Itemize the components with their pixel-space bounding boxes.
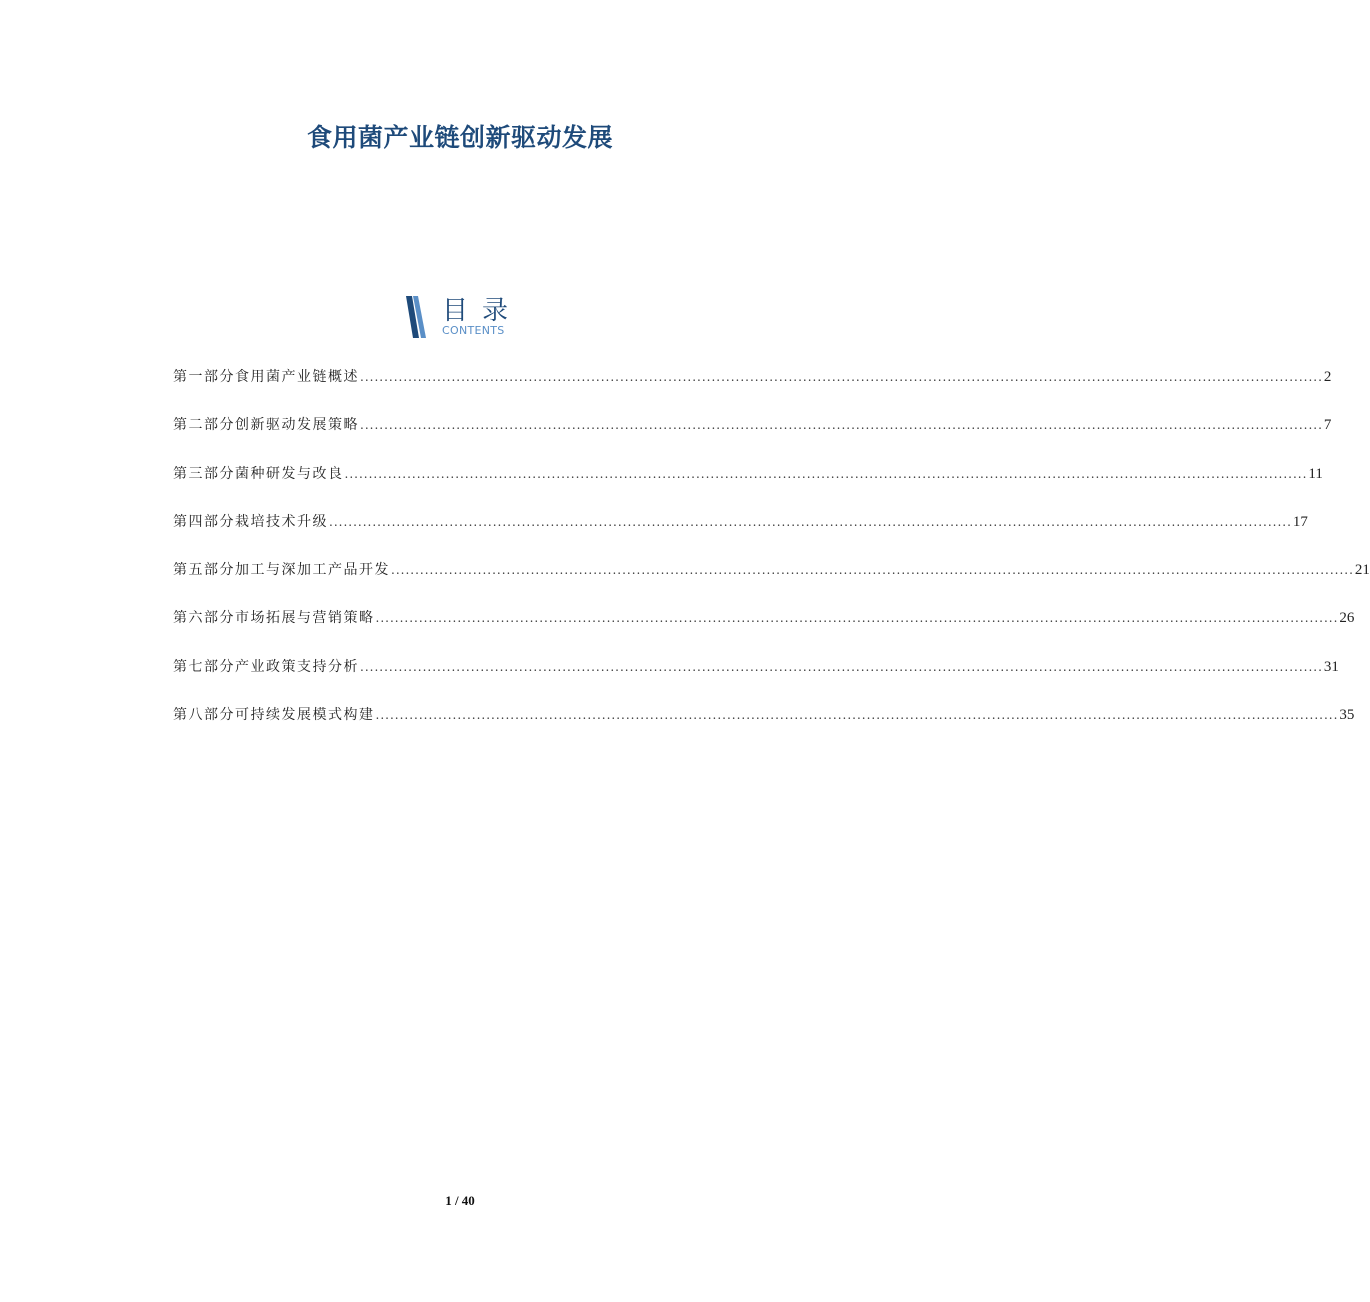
- toc-entry[interactable]: [173, 366, 1332, 414]
- toc-bars-icon: [404, 296, 434, 338]
- document-title: 食用菌产业链创新驱动发展: [306, 123, 613, 152]
- toc-entry-part: 第三部分: [173, 465, 235, 482]
- toc-entry-page: 35: [1339, 707, 1355, 724]
- toc-entry-title: 产业政策支持分析: [235, 658, 359, 675]
- toc-entry-part: 第八部分: [173, 707, 235, 724]
- toc-entry-part: 第一部分: [173, 369, 235, 385]
- toc-entry-part: 第五部分: [173, 562, 235, 579]
- toc-entry-page: 2: [1323, 369, 1332, 385]
- toc-entry-part: 第六部分: [173, 610, 235, 627]
- toc-subheading: CONTENTS: [442, 324, 505, 337]
- toc-entry-title: 栽培技术升级: [235, 513, 328, 530]
- toc-dot-leader: ........................................................................................................................................................................................................: [360, 418, 1323, 433]
- toc-entry-title: 创新驱动发展策略: [235, 417, 359, 434]
- toc-entry-page: 11: [1308, 465, 1323, 482]
- toc-entry-page: 7: [1323, 417, 1332, 434]
- toc-entry-title: 食用菌产业链概述: [235, 369, 359, 385]
- toc-entry[interactable]: [173, 559, 1370, 607]
- toc-dot-leader: ........................................................................................................................................................................................................: [360, 659, 1323, 674]
- page-number: 1 / 40: [445, 1193, 475, 1208]
- toc-dot-leader: ........................................................................................................................................................................................................: [375, 708, 1339, 723]
- toc-entry[interactable]: [173, 511, 1308, 559]
- toc-heading: 目录: [442, 296, 523, 326]
- toc-entry-title: 市场拓展与营销策略: [235, 610, 375, 627]
- toc-list: [173, 366, 1370, 752]
- toc-dot-leader: ........................................................................................................................................................................................................: [329, 514, 1292, 529]
- toc-entry-part: 第二部分: [173, 417, 235, 434]
- toc-entry[interactable]: [173, 704, 1355, 752]
- toc-entry-title: 加工与深加工产品开发: [235, 562, 390, 579]
- toc-header: [404, 292, 524, 340]
- toc-dot-leader: ........................................................................................................................................................................................................: [344, 466, 1308, 481]
- toc-entry[interactable]: [173, 463, 1323, 511]
- toc-entry-page: 17: [1292, 513, 1308, 530]
- toc-entry-part: 第七部分: [173, 658, 235, 675]
- toc-entry[interactable]: [173, 414, 1332, 462]
- toc-entry[interactable]: [173, 656, 1339, 704]
- toc-dot-leader: ........................................................................................................................................................................................................: [360, 370, 1323, 384]
- toc-entry-page: 21: [1354, 562, 1370, 579]
- toc-dot-leader: ........................................................................................................................................................................................................: [391, 563, 1354, 578]
- toc-entry-page: 26: [1339, 610, 1355, 627]
- toc-entry[interactable]: [173, 607, 1355, 655]
- toc-entry-title: 菌种研发与改良: [235, 465, 344, 482]
- toc-entry-part: 第四部分: [173, 513, 235, 530]
- toc-dot-leader: ........................................................................................................................................................................................................: [375, 611, 1339, 626]
- toc-entry-title: 可持续发展模式构建: [235, 707, 375, 724]
- toc-entry-page: 31: [1323, 658, 1339, 675]
